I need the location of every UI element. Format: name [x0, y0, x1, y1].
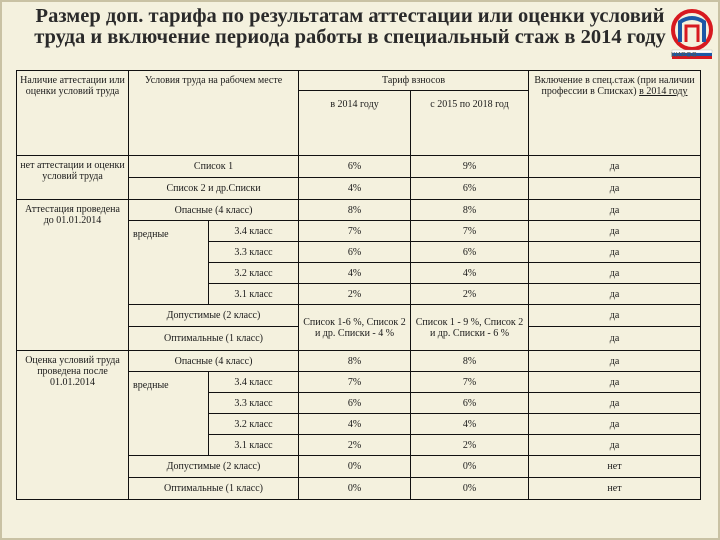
inclusion-cell: да	[529, 200, 701, 221]
inclusion-cell: да	[529, 305, 701, 327]
tariff-2015-cell: 9%	[411, 156, 529, 178]
cond-cell: Оптимальные (1 класс)	[129, 478, 299, 500]
slide-title: Размер доп. тарифа по результатам аттестации или оценки условий труда и включение периода работы в специальный стаж в 2014 году	[34, 5, 666, 48]
tariff-table	[16, 70, 701, 500]
tariff-2015-cell: 7%	[411, 221, 529, 242]
tariff-2014-cell: 8%	[299, 351, 411, 372]
tariff-2015-cell: 6%	[411, 242, 529, 263]
inclusion-cell: нет	[529, 478, 701, 500]
tariff-2015-cell: 4%	[411, 263, 529, 284]
inclusion-cell: да	[529, 351, 701, 372]
harmful-label: вредные	[129, 372, 209, 456]
class-cell: 3.4 класс	[209, 221, 299, 242]
header-inclusion-year: в 2014 году	[639, 86, 688, 97]
tariff-2015-cell: 6%	[411, 393, 529, 414]
inclusion-cell: да	[529, 372, 701, 393]
tariff-2014-cell: 6%	[299, 393, 411, 414]
tariff-2014-cell: 0%	[299, 478, 411, 500]
class-cell: 3.2 класс	[209, 414, 299, 435]
inclusion-cell: да	[529, 414, 701, 435]
section-no-attestation: нет аттестации и оценки условий труда	[17, 156, 129, 200]
tariff-2014-cell: 6%	[299, 156, 411, 178]
tariff-2015-cell: 0%	[411, 456, 529, 478]
tariff-2014-cell: 7%	[299, 372, 411, 393]
class-cell: 3.2 класс	[209, 263, 299, 284]
class-cell: 3.1 класс	[209, 284, 299, 305]
inclusion-cell: да	[529, 327, 701, 351]
header-inclusion-text: Включение в спец.стаж (при наличии профессии в Списках)	[534, 75, 695, 97]
tariff-2014-cell: 2%	[299, 284, 411, 305]
header-tariff: Тариф взносов	[299, 71, 529, 91]
header-inclusion	[529, 71, 701, 156]
inclusion-cell: да	[529, 178, 701, 200]
cond-cell: Опасные (4 класс)	[129, 351, 299, 372]
harmful-label: вредные	[129, 221, 209, 305]
table-row	[17, 200, 701, 221]
tariff-2015-cell: 0%	[411, 478, 529, 500]
header-tariff-2014: в 2014 году	[299, 91, 411, 156]
tariff-2014-cell: 8%	[299, 200, 411, 221]
merged-tariff-2015-cell: Список 1 - 9 %, Список 2 и др. Списки - 6 %	[411, 305, 529, 351]
tariff-2014-cell: 2%	[299, 435, 411, 456]
inclusion-cell: да	[529, 156, 701, 178]
inclusion-cell: да	[529, 263, 701, 284]
tariff-2014-cell: 4%	[299, 263, 411, 284]
header-attestation: Наличие аттестации или оценки условий труда	[17, 71, 129, 156]
table-row	[17, 351, 701, 372]
tariff-2015-cell: 7%	[411, 372, 529, 393]
tariff-2014-cell: 7%	[299, 221, 411, 242]
cond-cell: Список 1	[129, 156, 299, 178]
inclusion-cell: нет	[529, 456, 701, 478]
inclusion-cell: да	[529, 221, 701, 242]
tariff-2014-cell: 0%	[299, 456, 411, 478]
tariff-2015-cell: 2%	[411, 435, 529, 456]
section-assessment-after: Оценка условий труда проведена после 01.01.2014	[17, 351, 129, 500]
class-cell: 3.3 класс	[209, 393, 299, 414]
header-tariff-2015: с 2015 по 2018 год	[411, 91, 529, 156]
tariff-2014-cell: 4%	[299, 414, 411, 435]
tariff-2015-cell: 8%	[411, 200, 529, 221]
tariff-2015-cell: 4%	[411, 414, 529, 435]
tariff-2015-cell: 6%	[411, 178, 529, 200]
class-cell: 3.4 класс	[209, 372, 299, 393]
cond-cell: Допустимые (2 класс)	[129, 456, 299, 478]
tariff-2015-cell: 8%	[411, 351, 529, 372]
merged-tariff-2014-cell: Список 1-6 %, Список 2 и др. Списки - 4 %	[299, 305, 411, 351]
cond-cell: Оптимальные (1 класс)	[129, 327, 299, 351]
inclusion-cell: да	[529, 284, 701, 305]
logo-caption: КИРОВ	[671, 52, 698, 59]
inclusion-cell: да	[529, 435, 701, 456]
section-attestation-before: Аттестация проведена до 01.01.2014	[17, 200, 129, 351]
class-cell: 3.3 класс	[209, 242, 299, 263]
tariff-2015-cell: 2%	[411, 284, 529, 305]
tariff-2014-cell: 4%	[299, 178, 411, 200]
header-conditions: Условия труда на рабочем месте	[129, 71, 299, 156]
class-cell: 3.1 класс	[209, 435, 299, 456]
inclusion-cell: да	[529, 242, 701, 263]
cond-cell: Опасные (4 класс)	[129, 200, 299, 221]
table-header-row	[17, 71, 701, 91]
cond-cell: Список 2 и др.Списки	[129, 178, 299, 200]
inclusion-cell: да	[529, 393, 701, 414]
table-row	[17, 156, 701, 178]
tariff-2014-cell: 6%	[299, 242, 411, 263]
cond-cell: Допустимые (2 класс)	[129, 305, 299, 327]
